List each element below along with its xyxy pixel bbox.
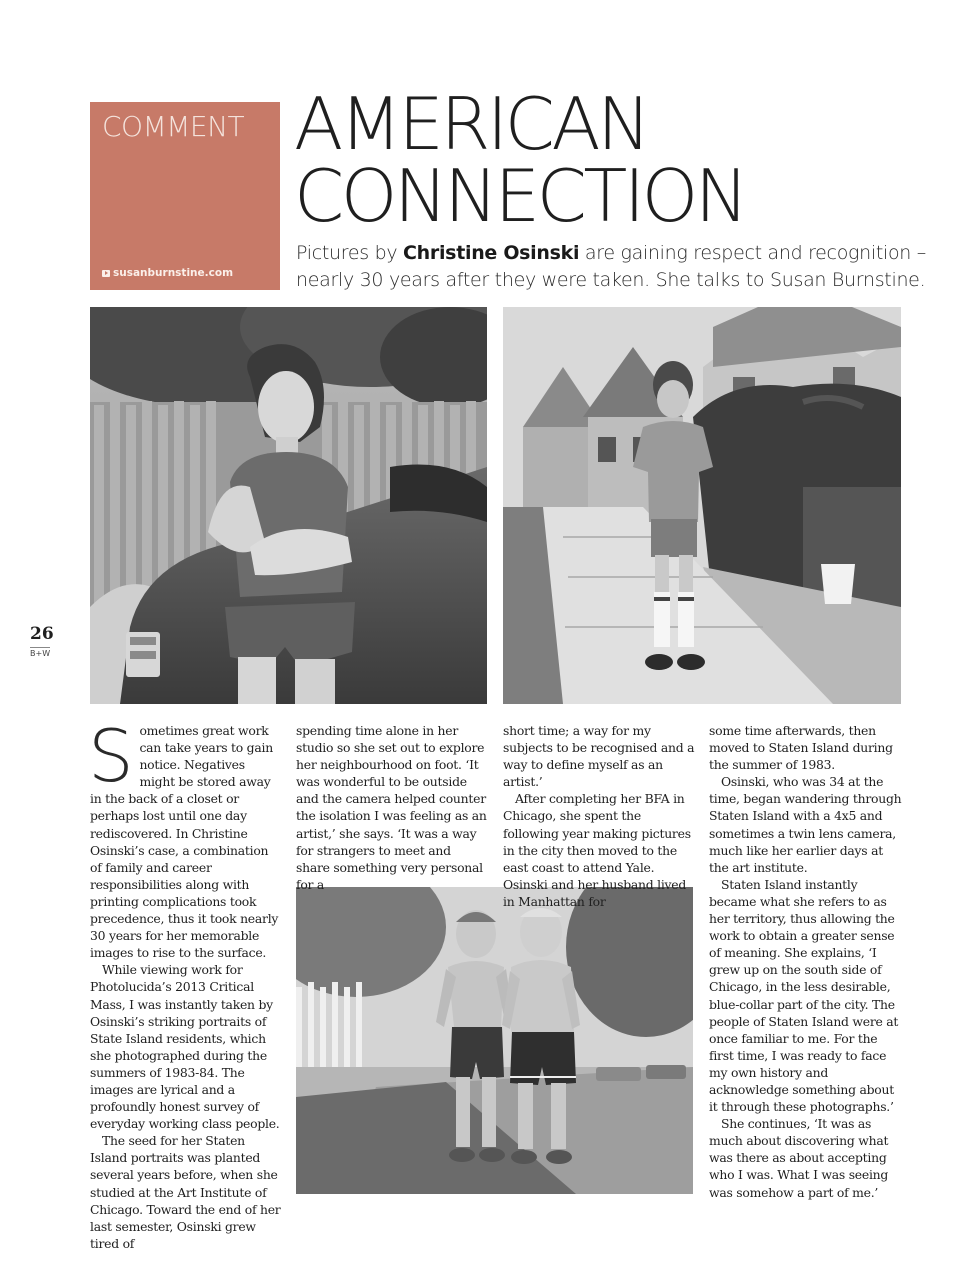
website-credit[interactable] <box>102 267 233 279</box>
comment-section-box <box>90 102 280 290</box>
paragraph: The seed for her Staten Island portraits was planted several years before, when she studied at the Art Institute of Chicago. Toward the end of her last semester, Osinski grew tired of <box>90 1133 281 1251</box>
paragraph: While viewing work for Photolucida’s 2013 Critical Mass, I was instantly taken by Osinski’s striking portraits of State Island residents, which she photographed during the summers of 1983-84. The images are lyrical and a profoundly honest survey of everyday working class people. <box>90 962 280 1132</box>
photographer-name: Christine Osinski <box>403 242 580 264</box>
paragraph: ometimes great work can take years to gain notice. Negatives might be stored away in the back of a closet or perhaps lost until one day rediscovered. In Christine Osinski’s case, a combination of family and career responsibilities along with printing complications took precedence, thus it took nearly 30 years for her memorable images to rise to the surface. <box>90 723 279 961</box>
paragraph: some time afterwards, then moved to Staten Island during the summer of 1983. <box>709 723 893 773</box>
paragraph: short time; a way for my subjects to be recognised and a way to define myself as an artist.’ <box>503 723 695 790</box>
photo-boy-on-sidewalk <box>503 307 901 704</box>
standfirst <box>296 240 936 294</box>
headline-line-1: AMERICAN <box>294 82 648 166</box>
body-column-1 <box>88 714 282 1252</box>
website-link[interactable]: susanburnstine.com <box>113 267 234 279</box>
body-column-2 <box>296 722 488 893</box>
paragraph: Osinski, who was 34 at the time, began wandering through Staten Island with a 4x5 and sometimes a twin lens camera, much like her earlier days at the art institute. <box>709 774 902 875</box>
video-play-icon <box>102 270 110 277</box>
paragraph: Staten Island instantly became what she refers to as her territory, thus allowing the work to obtain a greater sense of meaning. She explains, ‘I grew up on the south side of Chicago, in the less desirable, blue-collar part of the city. The people of Staten Island were at once familiar to me. For the first time, I was ready to face my own history and acknowledge something about it through these photographs.’ <box>709 876 899 1115</box>
page-number: 26 <box>30 624 54 644</box>
paragraph: After completing her BFA in Chicago, she spent the following year making pictures in the city then moved to the east coast to attend Yale. Osinski and her husband lived in Manhattan for <box>503 791 691 909</box>
paragraph: spending time alone in her studio so she set out to explore her neighbourhood on foot. ‘It was wonderful to be outside and the camera helped counter the isolation I was feeling as an artist,’ she says. ‘It was a way for strangers to meet and share something very personal for a <box>296 723 487 892</box>
headline-line-2: CONNECTION <box>294 154 746 238</box>
body-column-3 <box>503 722 695 910</box>
section-label: COMMENT <box>102 110 245 143</box>
magazine-logo-mark: B+W <box>30 649 51 658</box>
standfirst-before: Pictures by <box>296 242 404 264</box>
paragraph: She continues, ‘It was as much about discovering what was there as about accepting who I was. What I was seeing was somehow a part of me.’ <box>709 1116 889 1200</box>
standfirst-after: are gaining respect and recognition – nearly 30 years after they were taken. She talks to Susan Burnstine. <box>296 242 926 291</box>
body-column-4 <box>709 722 902 1201</box>
article-headline <box>294 82 934 238</box>
photo-two-boys-on-street <box>296 887 693 1194</box>
drop-cap: S <box>88 714 134 798</box>
photo-girl-by-car <box>90 307 487 704</box>
